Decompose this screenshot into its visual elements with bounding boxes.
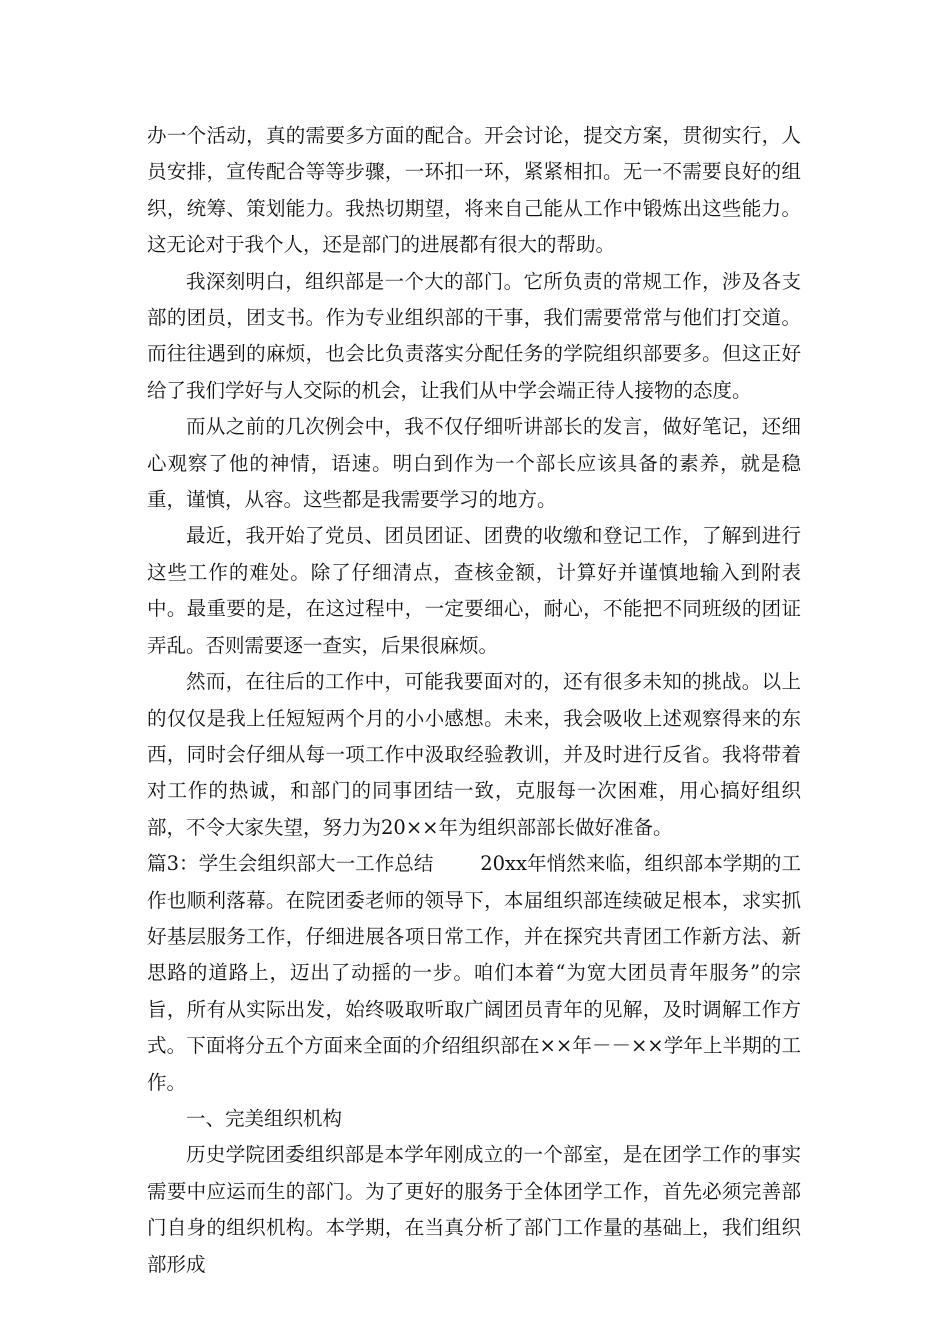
paragraph-1: 办一个活动，真的需要多方面的配合。开会讨论，提交方案，贯彻实行，人员安排，宣传配合等等步骤，一环扣一环，紧紧相扣。无一不需要良好的组织，统筹、策划能力。我热切期望，将来自己能从工作中锻炼出这些能力。这无论对于我个人，还是部门的进展都有很大的帮助。 [147,124,801,257]
section-paragraph [147,846,801,1101]
paragraph-3: 而从之前的几次例会中，我不仅仔细听讲部长的发言，做好笔记，还细心观察了他的神情，语速。明白到作为一个部长应该具备的素养，就是稳重，谨慎，从容。这些都是我需要学习的地方。 [147,415,801,512]
paragraph-5: 然而，在往后的工作中，可能我要面对的，还有很多未知的挑战。以上的仅仅是我上任短短两个月的小小感想。未来，我会吸收上述观察得来的东西，同时会仔细从每一项工作中汲取经验教训，并及时进行反省。我将带着对工作的热诚，和部门的同事团结一致，克服每一次困难，用心搞好组织部，不令大家失望，努力为20××年为组织部部长做好准备。 [147,670,801,839]
paragraph-4: 最近，我开始了党员、团员团证、团费的收缴和登记工作，了解到进行这些工作的难处。除了仔细清点，查核金额，计算好并谨慎地输入到附表中。最重要的是，在这过程中，一定要细心，耐心，不能把不同班级的团证弄乱。否则需要逐一查实，后果很麻烦。 [147,524,801,657]
section-title: 篇3：学生会组织部大一工作总结 [147,852,434,876]
subheading: 一、完美组织机构 [186,1106,343,1130]
section-text: 20xx年悄然来临，组织部本学期的工作也顺利落幕。在院团委老师的领导下，本届组织部连续破足根本，求实抓好基层服务工作，仔细进展各项日常工作，并在探究共青团工作新方法、新思路的道路上，迈出了动摇的一步。咱们本着“为宽大团员青年服务”的宗旨，所有从实际出发，始终吸取听取广阔团员青年的见解，及时调解工作方式。下面将分五个方面来全面的介绍组织部在××年－－××学年上半期的工作。 [147,852,801,1094]
document-body [147,118,801,1283]
paragraph-2: 我深刻明白，组织部是一个大的部门。它所负责的常规工作，涉及各支部的团员，团支书。作为专业组织部的干事，我们需要常常与他们打交道。而往往遇到的麻烦，也会比负责落实分配任务的学院组织部要多。但这正好给了我们学好与人交际的机会，让我们从中学会端正待人接物的态度。 [147,269,801,402]
closing-paragraph: 历史学院团委组织部是本学年刚成立的一个部室，是在团学工作的事实需要中应运而生的部门。为了更好的服务于全体团学工作，首先必须完善部门自身的组织机构。本学期，在当真分析了部门工作量的基础上，我们组织部形成 [147,1143,801,1276]
